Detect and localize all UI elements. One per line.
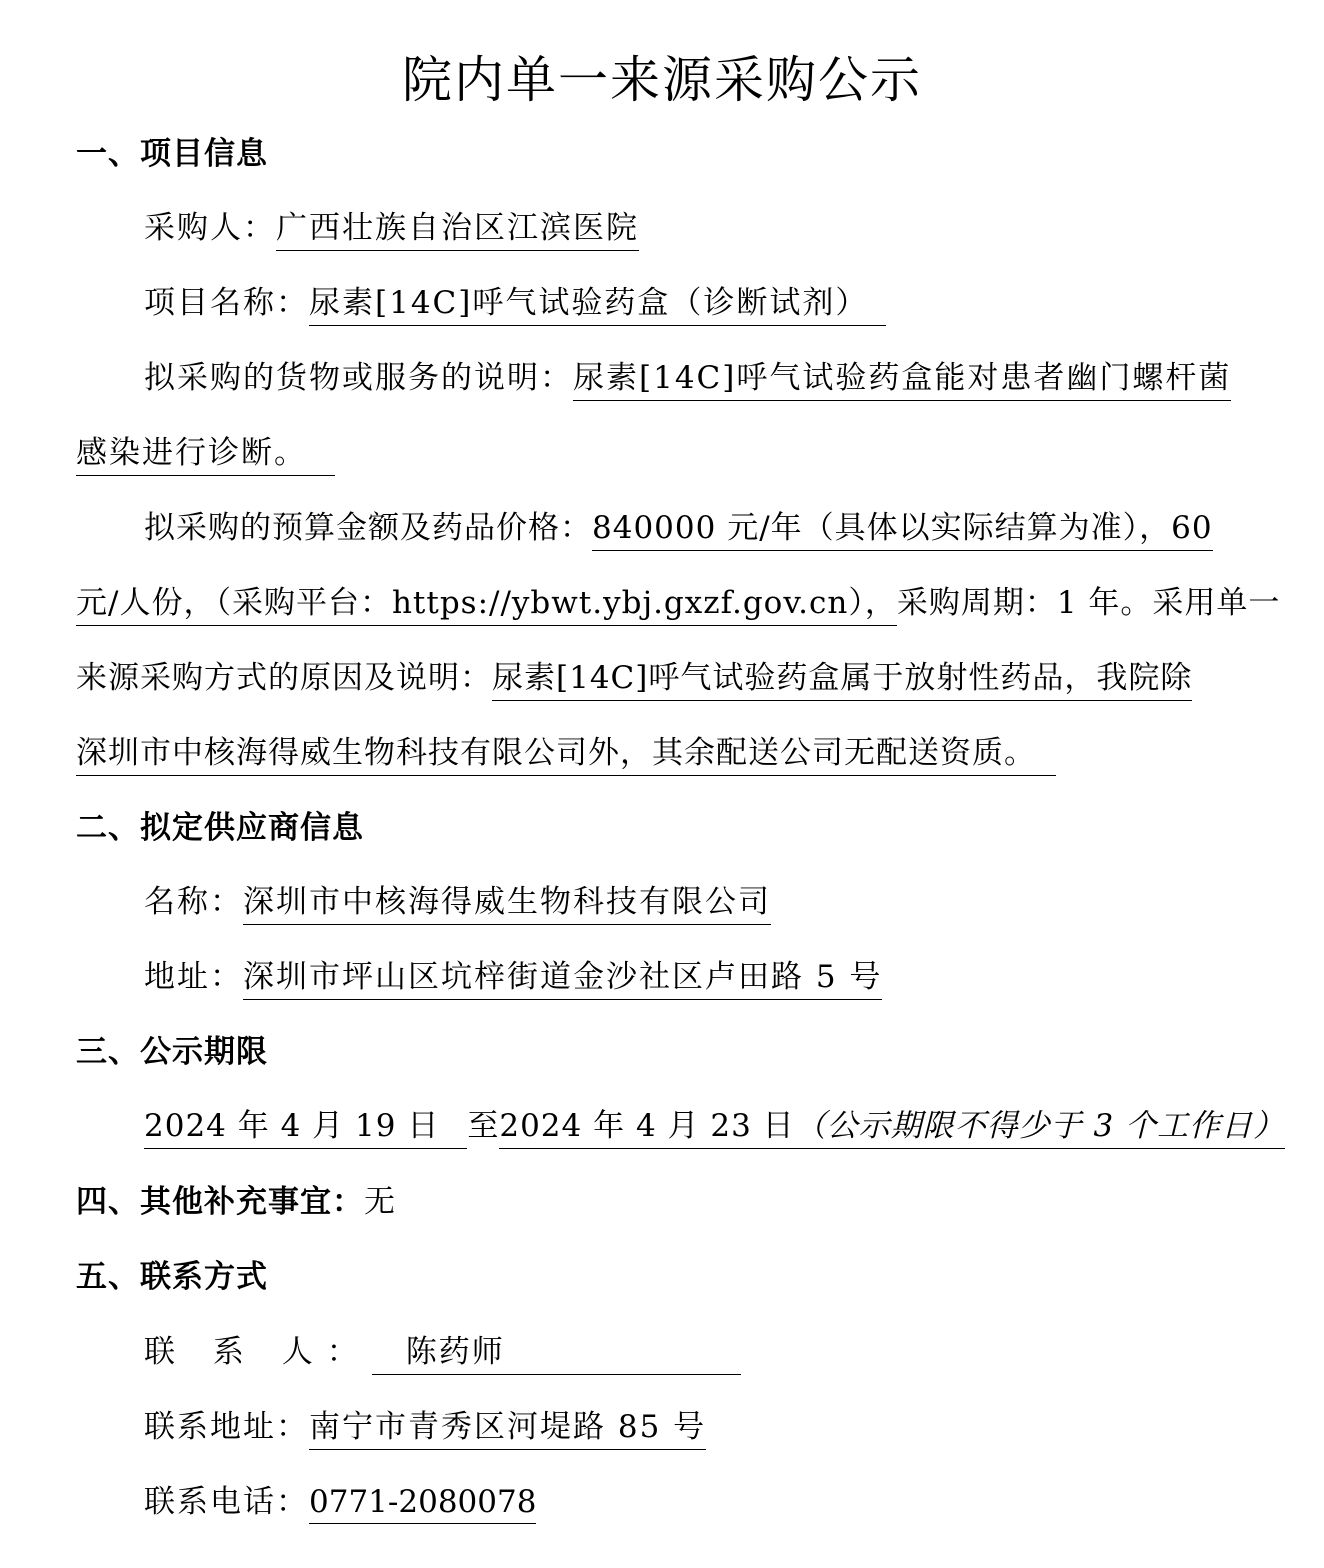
section-heading-contact: 五、联系方式 [76, 1259, 268, 1295]
budget-label: 拟采购的预算金额及药品价格： [144, 510, 592, 546]
contact-phone-row [144, 1476, 536, 1524]
section-heading-notice-period: 三、公示期限 [76, 1034, 268, 1070]
contact-phone-value: 0771-2080078 [309, 1484, 536, 1524]
section-heading-other [76, 1176, 396, 1221]
notice-end-block [499, 1100, 1285, 1149]
notice-period-row [144, 1100, 1285, 1149]
contact-address-row [144, 1401, 706, 1450]
project-name-label: 项目名称： [144, 285, 309, 321]
page-title: 院内单一来源采购公示 [402, 51, 922, 109]
supplier-address-value: 深圳市坪山区坑梓街道金沙社区卢田路 5 号 [243, 951, 882, 1000]
description-row-2 [76, 427, 335, 476]
supplier-name-value: 深圳市中核海得威生物科技有限公司 [243, 876, 771, 925]
description-label: 拟采购的货物或服务的说明： [144, 360, 573, 396]
reason-value-line1: 尿素[14C]呼气试验药盒属于放射性药品，我院除 [492, 652, 1192, 701]
other-label: 四、其他补充事宜： [76, 1184, 364, 1220]
notice-end-date: 2024 年 4 月 23 日 [499, 1108, 795, 1144]
notice-to: 至 [467, 1108, 500, 1144]
supplier-address-row [144, 951, 882, 1000]
reason-value-line2: 深圳市中核海得威生物科技有限公司外，其余配送公司无配送资质。 [76, 727, 1056, 776]
section-heading-supplier-info: 二、拟定供应商信息 [76, 810, 364, 846]
purchaser-label: 采购人： [144, 210, 276, 246]
contact-address-label: 联系地址： [144, 1409, 309, 1445]
other-value: 无 [364, 1184, 396, 1220]
notice-start-date: 2024 年 4 月 19 日 [144, 1100, 467, 1149]
contact-person-value: 陈药师 [372, 1326, 741, 1375]
reason-label: 来源采购方式的原因及说明： [76, 660, 492, 696]
contact-phone-label: 联系电话： [144, 1484, 309, 1520]
supplier-name-row [144, 876, 771, 925]
reason-row-2 [76, 727, 1056, 776]
section-heading-project-info: 一、项目信息 [76, 136, 268, 172]
budget-row-2 [76, 577, 1280, 626]
description-value-line2: 感染进行诊断。 [76, 427, 335, 476]
budget-row [144, 502, 1213, 551]
notice-note: （公示期限不得少于 3 个工作日） [794, 1108, 1286, 1144]
contact-person-label: 联 系 人： [144, 1334, 372, 1370]
project-name-value: 尿素[14C]呼气试验药盒（诊断试剂） [309, 277, 886, 326]
budget-value-line2: 元/人份，（采购平台：https://ybwt.ybj.gxzf.gov.cn）， [76, 577, 897, 626]
description-row [144, 352, 1231, 401]
reason-row [76, 652, 1192, 701]
purchaser-value: 广西壮族自治区江滨医院 [276, 202, 639, 251]
contact-address-value: 南宁市青秀区河堤路 85 号 [309, 1401, 706, 1450]
contact-person-row [144, 1326, 741, 1375]
purchase-period-text: 采购周期：1 年。采用单一 [896, 585, 1281, 621]
budget-value-line1: 840000 元/年（具体以实际结算为准），60 [592, 502, 1213, 551]
supplier-address-label: 地址： [144, 959, 243, 995]
purchaser-row [144, 202, 639, 251]
project-name-row [144, 277, 886, 326]
description-value-line1: 尿素[14C]呼气试验药盒能对患者幽门螺杆菌 [573, 352, 1231, 401]
supplier-name-label: 名称： [144, 884, 243, 920]
